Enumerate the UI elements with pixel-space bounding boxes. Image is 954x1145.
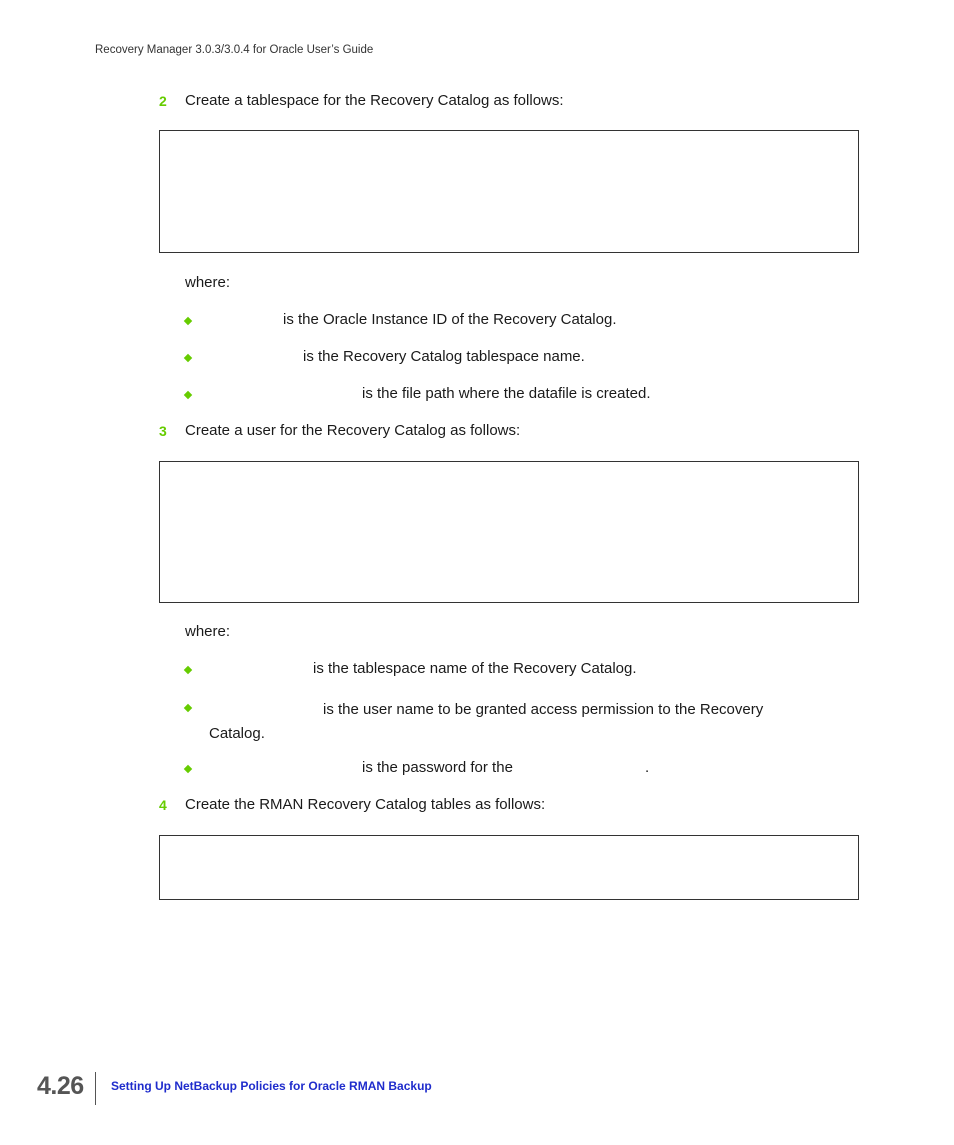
bullet-icon: [184, 765, 192, 773]
where-label: where:: [185, 623, 231, 640]
step-text: Create a tablespace for the Recovery Catalog as follows:: [185, 92, 564, 109]
step-number: 4: [159, 797, 167, 813]
step-text: Create a user for the Recovery Catalog as follows:: [185, 422, 521, 439]
code-block: [159, 835, 859, 900]
step-number: 2: [159, 93, 167, 109]
bullet-text: is the file path where the datafile is created.: [362, 385, 651, 402]
bullet-text: is the tablespace name of the Recovery Catalog.: [313, 660, 637, 677]
bullet-text: is the user name to be granted access permission to the Recovery Catalog.: [209, 701, 764, 742]
bullet-text: is the password for the: [362, 759, 513, 776]
bullet-icon: [184, 354, 192, 362]
page-number: 4.26: [37, 1072, 84, 1100]
bullet-icon: [184, 666, 192, 674]
bullet-icon: [184, 704, 192, 712]
bullet-text: is the Oracle Instance ID of the Recovery Catalog.: [283, 311, 617, 328]
code-block: [159, 130, 859, 253]
step-text: Create the RMAN Recovery Catalog tables as follows:: [185, 796, 546, 813]
where-label: where:: [185, 274, 231, 291]
code-block: [159, 461, 859, 603]
footer-divider: [95, 1072, 96, 1105]
bullet-text: is the Recovery Catalog tablespace name.: [303, 348, 585, 365]
bullet-icon: [184, 317, 192, 325]
bullet-text-end: .: [645, 759, 650, 776]
bullet-icon: [184, 391, 192, 399]
footer-section-title: Setting Up NetBackup Policies for Oracle RMAN Backup: [111, 1079, 432, 1093]
step-number: 3: [159, 423, 167, 439]
running-header: Recovery Manager 3.0.3/3.0.4 for Oracle User’s Guide: [95, 44, 374, 56]
